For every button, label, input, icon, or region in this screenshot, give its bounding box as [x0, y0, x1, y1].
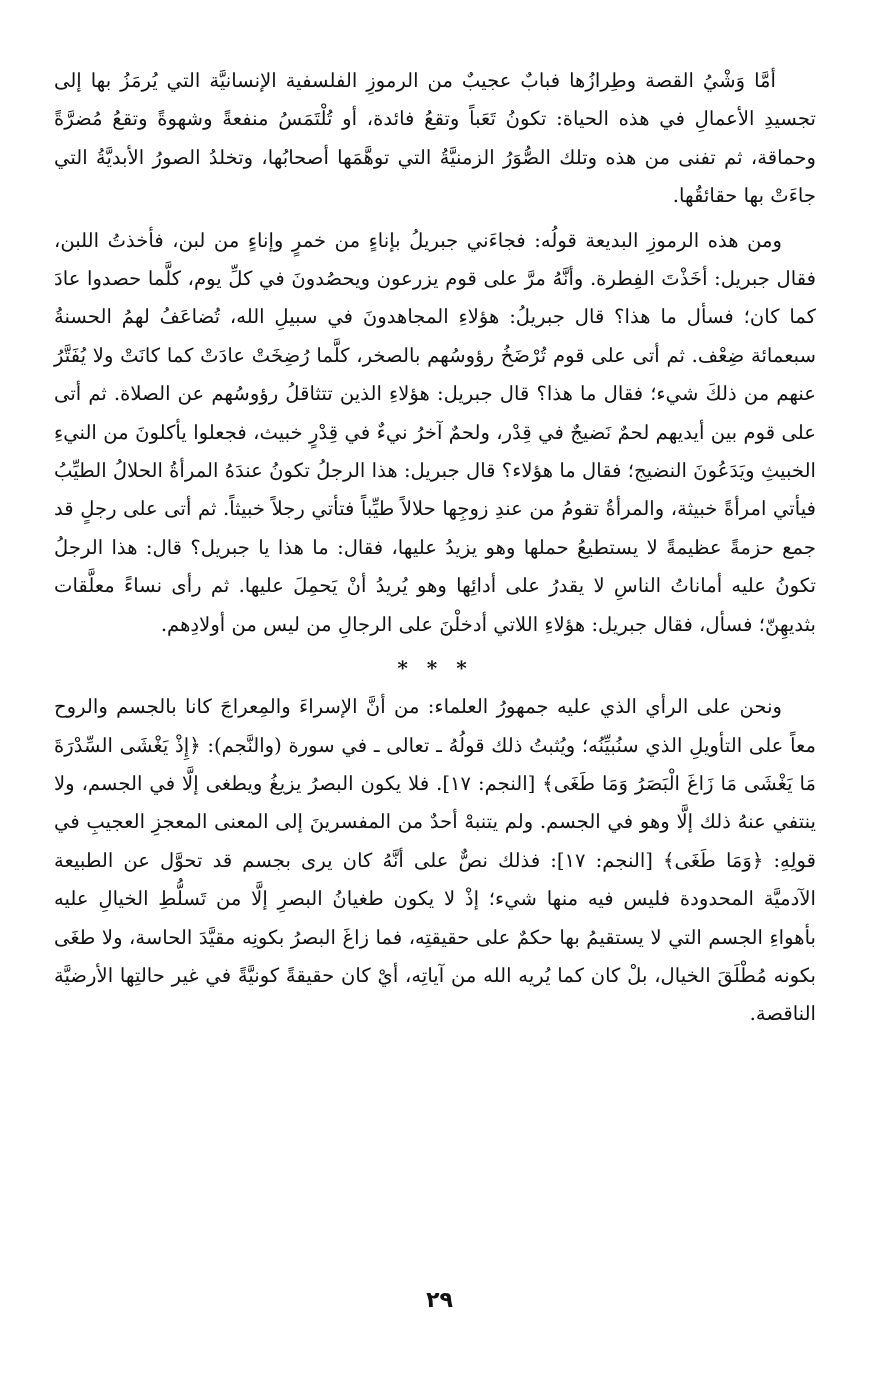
book-page — [54, 62, 816, 1040]
section-separator: * * * — [397, 656, 473, 681]
paragraph-allegory: أمَّا وَشْيُ القصة وطِرازُها فبابٌ عجيبٌ من الرموزِ الفلسفية الإنسانيَّة التي يُرمَزُ بها إلى تجسيدِ الأعمالِ في هذه الحياة: تكونُ تَعَباً وتقعُ فائدة، أو تُلْتَمَسُ منفعةً وشهوةً وتقعُ مُضرَّةً وحماقة، ثم تفنى من هذه وتلك الصُّوَرُ الزمنيَّةُ التي توهَّمَها أصحابُها، وتخلدُ الصورُ الأبديَّةُ التي جاءَتْ بها حقائقُها. — [54, 69, 816, 208]
paragraph-isra-miraj: ونحن على الرأي الذي عليه جمهورُ العلماء: من أنَّ الإسراءَ والمِعراجَ كانا بالجسم والروح معاً على التأويلِ الذي سنُبيِّنُه؛ ويُثبتُ ذلك قولُهُ ـ تعالى ـ في سورة (والنَّجم): ﴿إِذْ يَغْشَى السِّدْرَةَ مَا يَغْشَى مَا زَاغَ الْبَصَرُ وَمَا طَغَى﴾ [النجم: ١٧]. فلا يكون البصرُ يزيغُ ويطغى إلَّا في الجسم، ولا ينتفي عنهُ ذلك إلَّا وهو في الجسم. ولم يتنبهْ أحدٌ من المفسرينَ إلى المعنى المعجزِ العجيبِ في قولِهِ: ﴿وَمَا طَغَى﴾ [النجم: ١٧]: فذلك نصٌّ على أنَّهُ كان يرى بجسم قد تحوَّل عن الطبيعة الآدميَّة المحدودة فليس فيه منها شيء؛ إذْ لا يكون طغيانُ البصرِ إلَّا من تَسلُّطِ الخيالِ عليه بأهواءِ الجسم التي لا يستقيمُ بها حكمٌ على حقيقتِه، فما زاغَ البصرُ بكونِه مقيَّدَ الحاسة، ولا طغَى بكونه مُطْلَقَ الخيال، بلْ كان كما يُريه الله من آياتِه، أيْ كان حقيقةً كونيَّةً في غير حالتِها الأرضيَّة الناقصة. — [54, 695, 817, 1026]
page-number: ٢٩ — [426, 1288, 453, 1313]
paragraph-jibril-symbols: ومن هذه الرموزِ البديعة قولُه: فجاءَني جبريلُ بإناءٍ من خمرٍ وإناءٍ من لبن، فأخذتُ اللبن، فقال جبريل: أخَذْتَ الفِطرة. وأنَّهُ مرَّ على قوم يزرعون ويحصُدونَ في كلِّ يوم، كلَّما حصدوا عادَ كما كان؛ فسأل ما هذا؟ قال جبريلُ: هؤلاءِ المجاهدونَ في سبيلِ الله، تُضاعَفُ لهمُ الحسنةُ سبعمائة ضِعْف. ثم أتى على قوم تُرْضَخُ رؤوسُهم بالصخر، كلَّما رُضِخَتْ عادَتْ كما كانَتْ ولا يُفَتَّرُ عنهم من ذلكَ شيء؛ فقال ما هذا؟ قال جبريل: هؤلاءِ الذين تتثاقلُ رؤوسُهم عن الصلاة. ثم أتى على قوم بين أيديهم لحمٌ نَضيجٌ في قِدْر، ولحمٌ آخرُ نيءٌ في قِدْرٍ خبيث، فجعلوا يأكلونَ من النيءِ الخبيثِ ويَدَعُونَ النضيج؛ فقال ما هؤلاء؟ قال جبريل: هذا الرجلُ تكونُ عندَهُ المرأةُ الحلالُ الطيِّبُ فيأتي امرأةً خبيثة، والمرأةُ تقومُ من عندِ زوجِها حلالاً طيِّباً فتأتي رجلاً خبيثاً. ثم أتى على رجلٍ قد جمع حزمةً عظيمةً لا يستطيعُ حملها وهو يزيدُ عليها، فقال: ما هذا يا جبريل؟ قال: هذا الرجلُ تكونُ عليه أماناتُ الناسِ لا يقدرُ على أدائِها وهو يُريدُ أنْ يَحمِلَ عليها. ثم رأى نساءً معلَّقات بثديهِنّ؛ فسأل، فقال جبريل: هؤلاءِ اللاتي أدخلْنَ على الرجالِ من ليس من أولادِهم. — [54, 228, 817, 636]
